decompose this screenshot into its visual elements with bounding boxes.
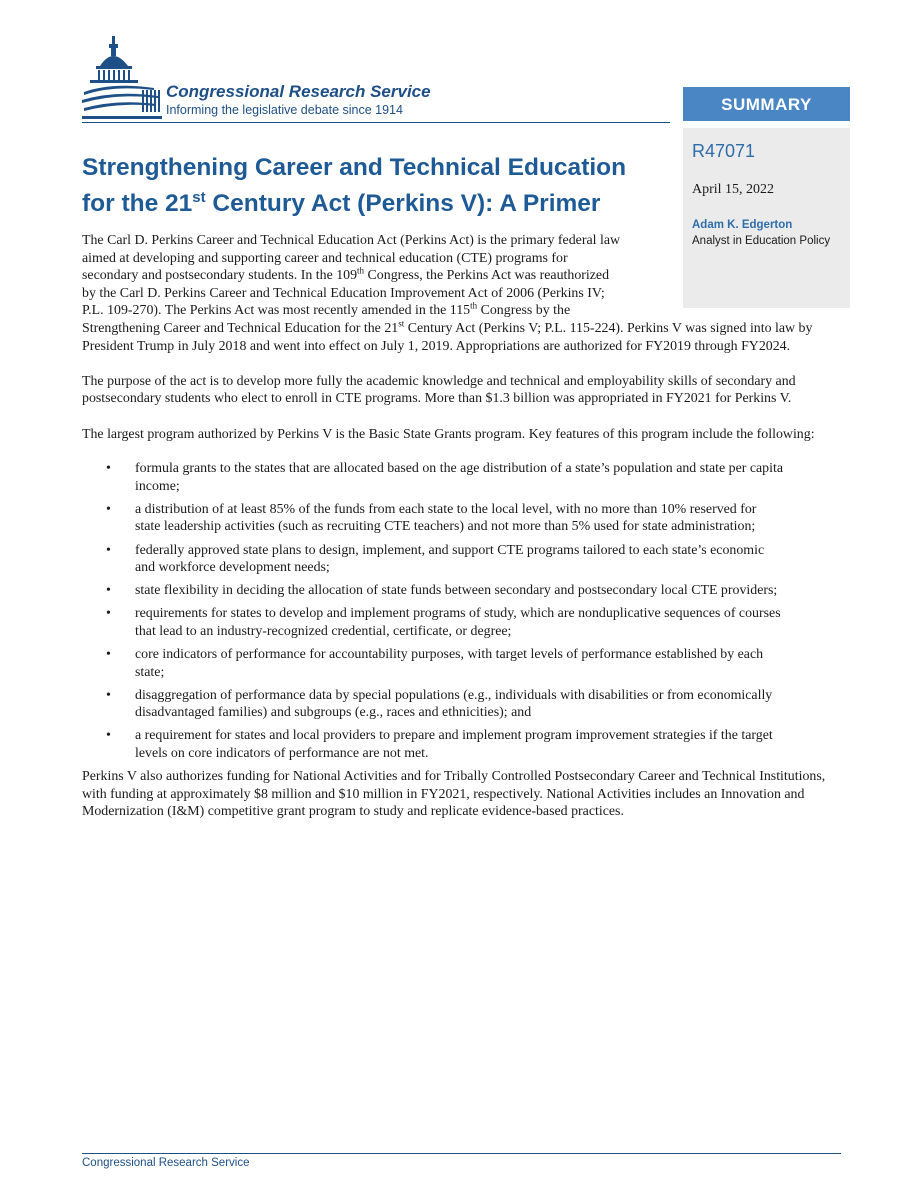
report-number: R47071 xyxy=(692,141,756,161)
p1-rest-a: Strengthening Career and Technical Education for the 21 xyxy=(82,320,399,336)
p1-line-3-sup: th xyxy=(357,265,365,276)
bullet-icon: • xyxy=(106,501,111,517)
list-item-text: disaggregation of performance data by special populations (e.g., individuals with disabilities or from economically disadvantaged families) and subgroups (e.g., races and ethnicities); and xyxy=(135,687,773,721)
footer-rule xyxy=(82,1153,841,1154)
p1-line-5 xyxy=(82,302,670,320)
author-title: Analyst in Education Policy xyxy=(692,235,831,247)
list-item xyxy=(82,646,785,681)
paragraph-1 xyxy=(82,232,670,320)
report-date: April 15, 2022 xyxy=(692,182,775,197)
title-line-1: Strengthening Career and Technical Education xyxy=(82,154,627,181)
header-rule xyxy=(82,122,670,123)
title-line-2-pre: for the 21 xyxy=(82,190,193,217)
bullet-icon: • xyxy=(106,542,111,558)
bullet-icon: • xyxy=(106,606,111,622)
summary-body xyxy=(82,232,852,821)
p1-rest-sup: st xyxy=(398,318,405,329)
list-item-text: a requirement for states and local providers to prepare and implement program improvement strategies if the target levels on core indicators of performance are not met. xyxy=(135,728,773,761)
bullet-icon: • xyxy=(106,461,111,477)
list-item-text: core indicators of performance for accountability purposes, with target levels of performance established by each state; xyxy=(135,646,764,680)
paragraph-1-continued xyxy=(82,320,852,355)
p1-line-5-sup: th xyxy=(470,300,478,311)
list-item xyxy=(82,460,785,495)
list-item xyxy=(82,687,785,722)
paragraph-2: The purpose of the act is to develop more fully the academic knowledge and technical and employability skills of secondary and postsecondary students who elect to enroll in CTE programs. More than $1.3 billion was appropriated in FY2021 for Perkins V. xyxy=(82,373,796,407)
list-item xyxy=(82,582,785,600)
list-item-text: requirements for states to develop and implement programs of study, which are nonduplicative sequences of courses that lead to an industry-recognized credential, certificate, or degree; xyxy=(135,606,781,639)
org-name: Congressional Research Service xyxy=(166,82,431,101)
bullet-icon: • xyxy=(106,646,111,662)
p1-line-3 xyxy=(82,267,670,285)
p1-line-4: by the Carl D. Perkins Career and Technical Education Improvement Act of 2006 (Perkins IV; xyxy=(82,285,605,301)
p1-line-2: aimed at developing and supporting career and technical education (CTE) programs for xyxy=(82,250,568,266)
bullet-icon: • xyxy=(106,728,111,744)
title-line-2-sup: st xyxy=(192,188,206,206)
paragraph-3: The largest program authorized by Perkins V is the Basic State Grants program. Key features of this program include the following: xyxy=(82,426,815,442)
list-item-text: a distribution of at least 85% of the funds from each state to the local level, with no more than 10% reserved for state leadership activities (such as recruiting CTE teachers) and not more than 5% used for state administration; xyxy=(135,501,757,535)
list-item-text: federally approved state plans to design, implement, and support CTE programs tailored to each state’s economic and workforce development needs; xyxy=(135,542,765,576)
bullet-icon: • xyxy=(106,687,111,703)
list-item xyxy=(82,501,785,536)
key-features-list xyxy=(82,460,852,762)
org-tagline: Informing the legislative debate since 1914 xyxy=(166,103,403,117)
list-item xyxy=(82,727,785,762)
p1-line-3-a: secondary and postsecondary students. In the 109 xyxy=(82,268,358,284)
author-name: Adam K. Edgerton xyxy=(692,219,793,231)
capitol-dome-logo-icon xyxy=(82,32,164,124)
bullet-icon: • xyxy=(106,583,111,599)
list-item-text: state flexibility in deciding the allocation of state funds between secondary and postsecondary local CTE providers; xyxy=(135,583,778,599)
list-item xyxy=(82,605,785,640)
page-title xyxy=(82,150,672,222)
crs-logo xyxy=(82,32,482,124)
paragraph-4: Perkins V also authorizes funding for National Activities and for Tribally Controlled Postsecondary Career and Technical Institutions, with funding at approximately $8 million and $10 million in FY2021, respectively. National Activities includes an Innovation and Modernization (I&M) competitive grant program to study and replicate evidence-based practices. xyxy=(82,769,826,820)
p1-line-5-a: P.L. 109-270). The Perkins Act was most recently amended in the 115 xyxy=(82,303,471,319)
list-item xyxy=(82,542,785,577)
p1-line-1: The Carl D. Perkins Career and Technical Education Act (Perkins Act) is the primary federal law xyxy=(82,233,621,248)
title-line-2-post: Century Act (Perkins V): A Primer xyxy=(205,190,601,217)
p1-line-3-b: Congress, the Perkins Act was reauthorized xyxy=(364,268,610,284)
p1-rest-b: Century Act (Perkins V; P.L. 115-224). Perkins V was signed into law by President Trump in July 2018 and went into effect on July 1, 2019. Appropriations are authorized for FY2019 through FY2024. xyxy=(82,320,813,354)
p1-line-5-b: Congress by the xyxy=(477,303,571,319)
page-footer: Congressional Research Service xyxy=(82,1157,250,1169)
list-item-text: formula grants to the states that are allocated based on the age distribution of a state’s population and state per capita income; xyxy=(135,461,784,494)
summary-label: SUMMARY xyxy=(683,87,850,121)
